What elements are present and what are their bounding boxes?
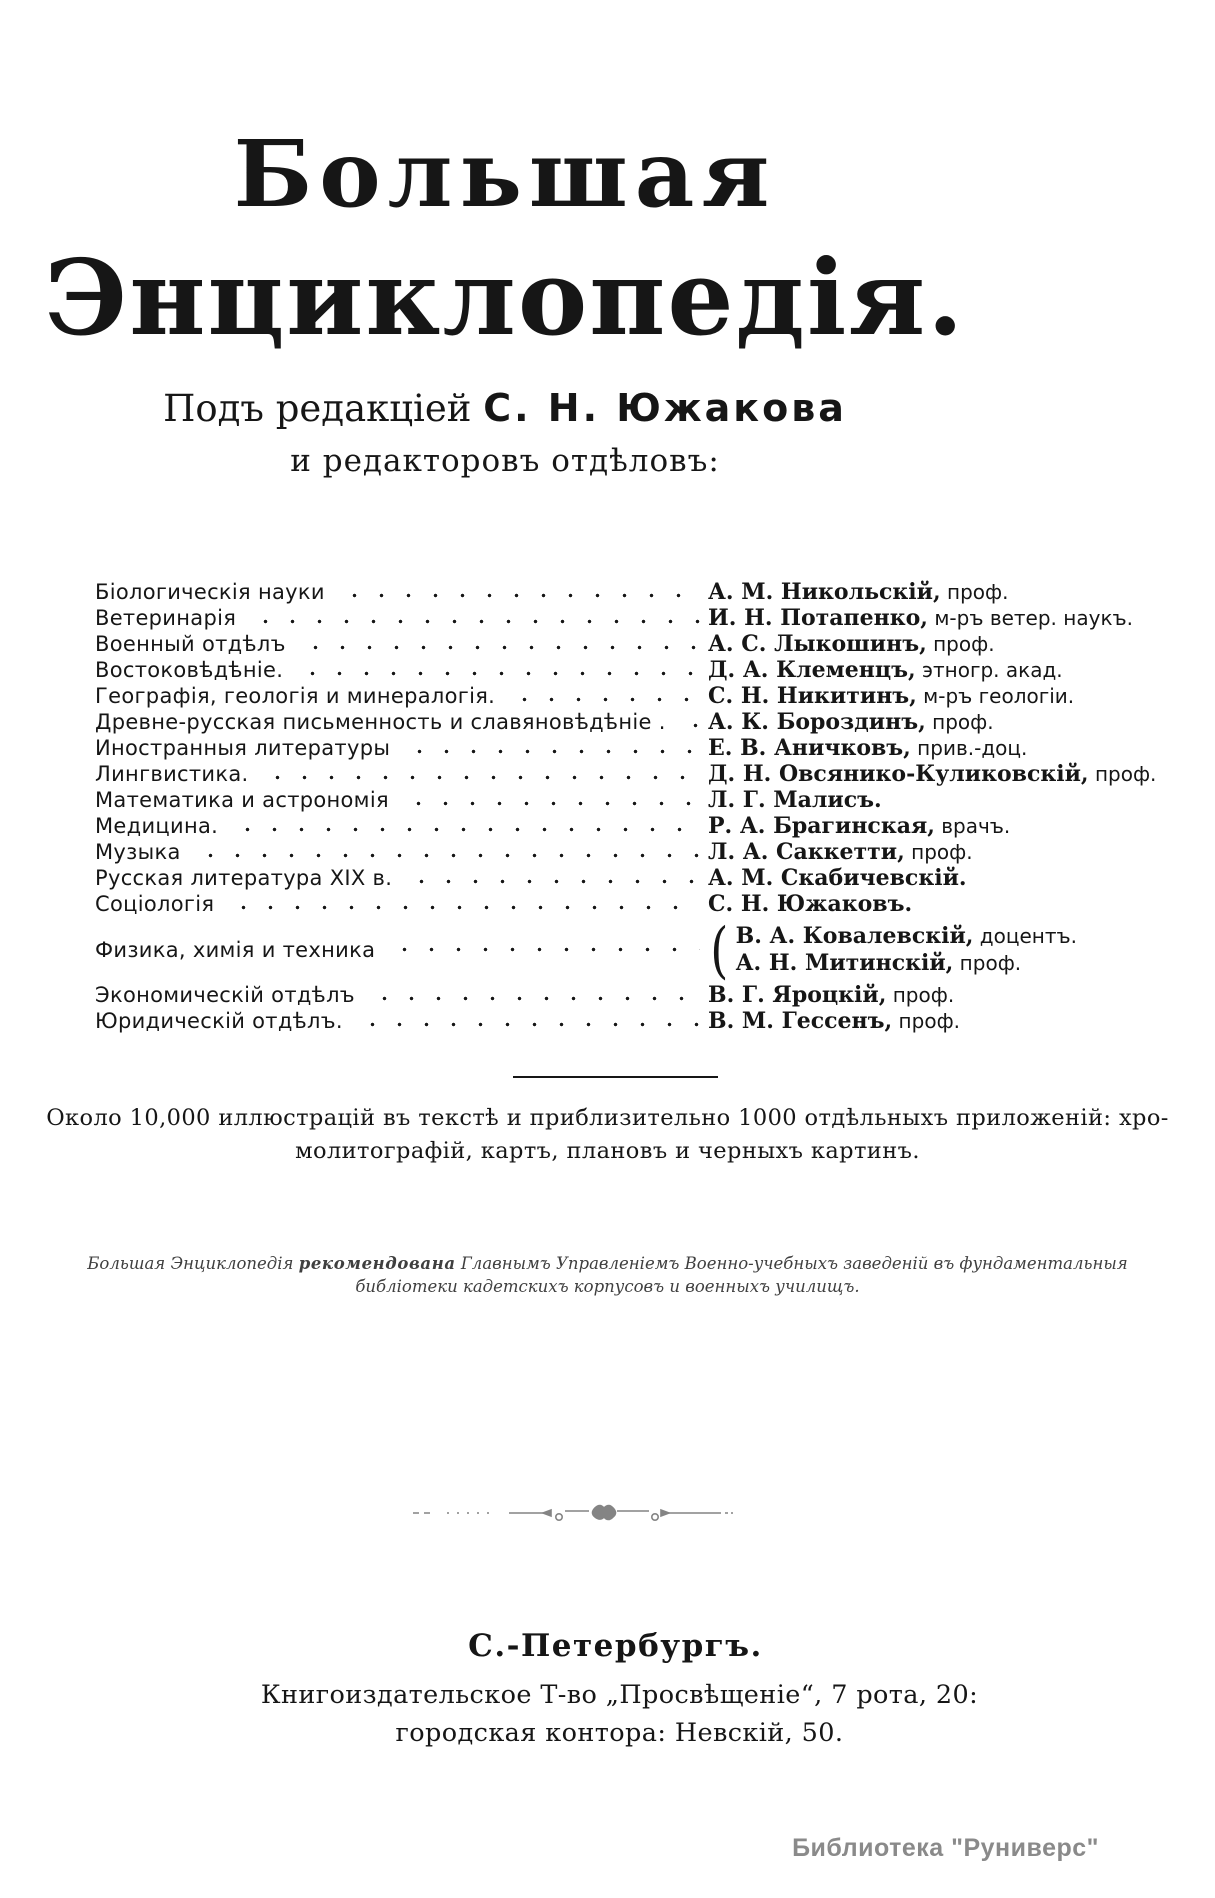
editor-name: В. А. Ковалевскій, — [735, 922, 974, 949]
editor-name: А. Н. Митинскій, — [735, 949, 954, 976]
department-row — [95, 760, 1157, 787]
editors-subtitle: и редакторовъ отдѣловъ: — [290, 442, 720, 479]
department-editor — [708, 839, 1120, 865]
editor-name: Р. А. Брагинская, — [708, 812, 935, 839]
department-subject: Иностранныя литературы — [95, 735, 391, 760]
dot-leader — [250, 617, 700, 626]
department-subject: Востоковѣдѣніе. — [95, 657, 284, 682]
editor-title: проф. — [926, 631, 995, 656]
editor-title: м-ръ геологіи. — [916, 683, 1075, 708]
book-title-line2: Энциклопедія. — [44, 236, 966, 359]
editor-name: С. Н. Южаковъ. — [708, 890, 913, 917]
department-editor — [708, 631, 1120, 657]
department-row — [95, 813, 1120, 839]
department-subject: Математика и астрономія — [95, 787, 389, 812]
department-editor — [708, 735, 1120, 761]
editor-title: проф. — [892, 1008, 961, 1033]
editor-title: проф. — [904, 839, 973, 864]
editor-name: А. С. Лыкошинъ, — [708, 630, 927, 657]
section-rule — [513, 1076, 718, 1078]
editor-title: м-ръ ветер. наукъ. — [927, 605, 1134, 630]
dot-leader — [195, 851, 700, 860]
department-editor — [708, 657, 1120, 683]
dot-leader — [357, 1020, 700, 1029]
department-row — [95, 735, 1120, 761]
dot-leader — [369, 994, 700, 1003]
editor-name: Д. А. Клеменцъ, — [708, 656, 916, 683]
recommendation-line1: Большая Энциклопедія рекомендована Главнымъ Управленіемъ Военно-учебныхъ заведеній въ фундаментальныя — [87, 1253, 1128, 1273]
imprint-office-line: городская контора: Невскій, 50. — [395, 1717, 844, 1748]
department-editor — [708, 579, 1120, 605]
department-editor — [708, 760, 1157, 787]
illustrations-note — [0, 1102, 1215, 1168]
dot-leader — [403, 799, 700, 808]
department-row — [95, 709, 1120, 735]
department-subject: Біологическія науки — [95, 579, 325, 604]
editor-title: врачъ. — [934, 813, 1011, 838]
recommendation-line2: библіотеки кадетскихъ корпусовъ и военныхъ училищъ. — [355, 1276, 860, 1296]
illustrations-note-line2: молитографій, картъ, плановъ и черныхъ картинъ. — [295, 1137, 920, 1164]
department-subject: Медицина. — [95, 813, 219, 838]
title-block — [0, 0, 1010, 479]
library-watermark: Библиотека "Руниверс" — [792, 1834, 1099, 1862]
editor-name-line — [736, 950, 1077, 977]
editor-title: проф. — [925, 709, 994, 734]
editor-title: проф. — [886, 982, 955, 1007]
department-subject: Музыка — [95, 839, 181, 864]
department-subject: Русская литература XIX в. — [95, 865, 393, 890]
department-editor — [708, 813, 1120, 839]
brace-icon: ( — [710, 914, 729, 986]
editor-name: С. Н. Никитинъ, — [708, 682, 917, 709]
department-row — [95, 683, 1120, 709]
department-subject: Экономическій отдѣлъ — [95, 982, 355, 1007]
department-subject: Физика, химія и техника — [95, 937, 376, 962]
department-subject: Юридическій отдѣлъ. — [95, 1008, 343, 1033]
dot-leader — [297, 669, 700, 678]
editor-name: А. М. Никольскій, — [708, 578, 941, 605]
department-subject: Географія, геологія и минералогія. — [95, 683, 496, 708]
department-editor — [708, 604, 1134, 631]
department-editor — [708, 1008, 1120, 1034]
editor-title: проф. — [940, 579, 1009, 604]
editor-name: В. М. Гессенъ, — [708, 1007, 893, 1034]
dot-leader — [509, 695, 700, 704]
imprint-publisher-line: Книгоиздательское Т-во „Просвѣщеніе“, 7 рота, 20: — [260, 1679, 979, 1710]
chief-editor-name: С. Н. Южакова — [483, 386, 847, 430]
department-row — [95, 839, 1120, 865]
editor-title: этногр. акад. — [915, 657, 1063, 682]
recommendation-note — [0, 1252, 1215, 1298]
dot-leader — [680, 721, 700, 730]
editor-name-stack — [736, 923, 1077, 977]
department-row — [95, 787, 1120, 813]
department-subject: Военный отдѣлъ — [95, 631, 286, 656]
dot-leader — [404, 747, 700, 756]
editor-name: Л. Г. Малисъ. — [708, 786, 882, 813]
dot-leader — [406, 877, 700, 886]
department-row — [95, 914, 1120, 986]
dot-leader — [228, 903, 700, 912]
editor-name: Д. Н. Овсянико-Куликовскій, — [708, 760, 1089, 787]
department-subject: Ветеринарія — [95, 605, 237, 630]
imprint-city: С.-Петербургъ. — [468, 1627, 763, 1664]
department-row — [95, 1008, 1120, 1034]
department-row — [95, 865, 1120, 891]
book-title-line1: Большая — [233, 120, 777, 228]
department-editor — [708, 914, 1120, 986]
imprint-address — [12, 1676, 1215, 1752]
department-editor — [708, 787, 1120, 813]
department-row — [95, 604, 1134, 631]
dot-leader — [389, 945, 700, 954]
editor-name: И. Н. Потапенко, — [708, 604, 928, 631]
illustrations-note-line1: Около 10,000 иллюстрацій въ текстѣ и приблизительно 1000 отдѣльныхъ приложеній: хро- — [46, 1104, 1169, 1131]
department-subject: Лингвистика. — [95, 761, 249, 786]
editor-title: прив.-доц. — [910, 735, 1028, 760]
editor-title: проф. — [1088, 761, 1157, 786]
department-row — [95, 982, 1120, 1008]
department-editor — [708, 865, 1120, 891]
editor-name: А. М. Скабичевскій. — [708, 864, 967, 891]
edited-by-prefix: Подъ редакціей — [163, 387, 472, 430]
editor-name-line — [736, 923, 1077, 950]
editor-name: В. Г. Яроцкій, — [708, 981, 887, 1008]
edited-by-line — [0, 388, 1010, 430]
editor-title: проф. — [953, 950, 1022, 975]
editor-title: доцентъ. — [973, 923, 1077, 948]
dot-leader — [300, 643, 700, 652]
ornament-divider-icon — [413, 1504, 733, 1532]
department-subject: Древне-русская письменность и славяновѣдѣніе . — [95, 709, 666, 734]
department-row — [95, 891, 1120, 917]
dot-leader — [232, 825, 700, 834]
department-row — [95, 631, 1120, 657]
dot-leader — [262, 773, 700, 782]
department-row — [95, 579, 1120, 605]
department-row — [95, 657, 1120, 683]
department-subject: Соціологія — [95, 891, 215, 916]
editor-name: А. К. Бороздинъ, — [708, 708, 926, 735]
department-editor — [708, 982, 1120, 1008]
department-editor — [708, 683, 1120, 709]
editor-name: Е. В. Аничковъ, — [708, 734, 911, 761]
departments-list — [95, 578, 1157, 1034]
department-editor — [708, 709, 1120, 735]
department-editor — [708, 891, 1120, 917]
dot-leader — [339, 591, 700, 600]
editor-name: Л. А. Саккетти, — [708, 838, 905, 865]
